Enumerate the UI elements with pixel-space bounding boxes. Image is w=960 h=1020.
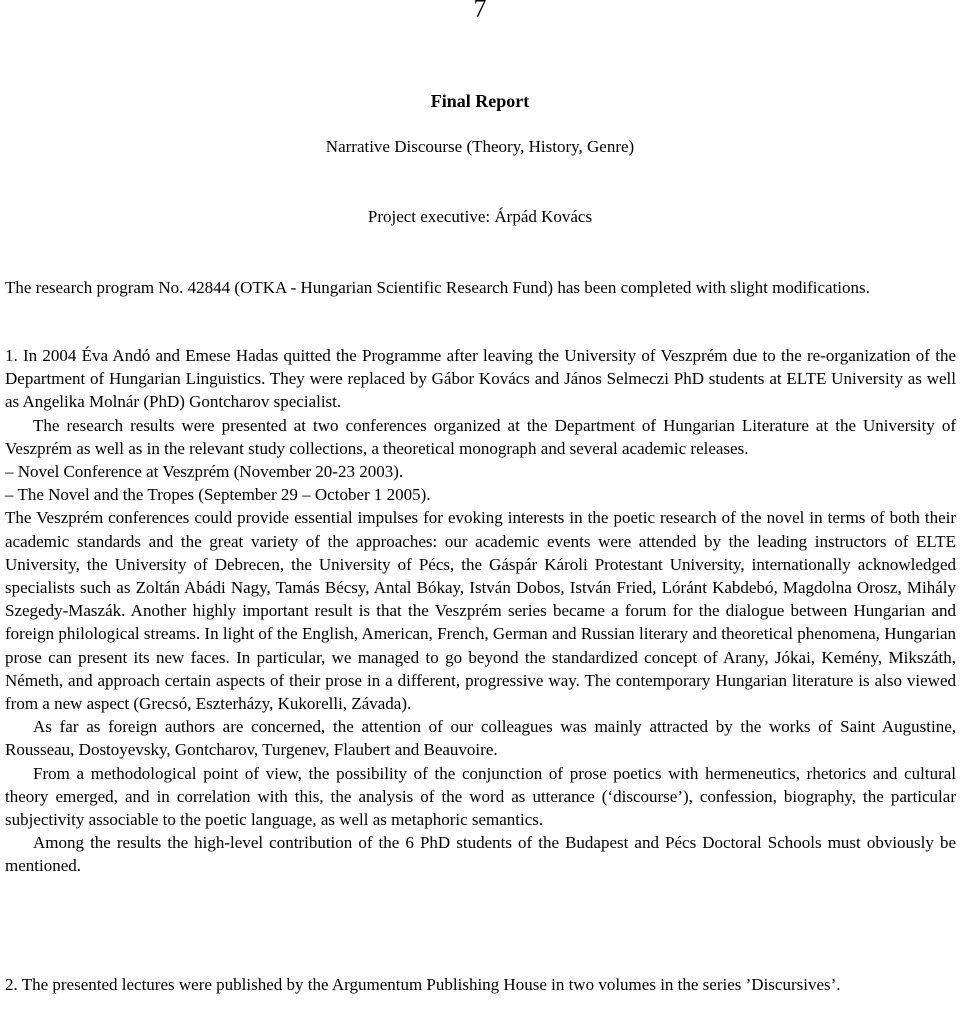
section-1-paragraph-5: From a methodological point of view, the possibility of the conjunction of prose poetics with hermeneutics, rhetorics and cultural theory emerged, and in correlation with this, the analysis of the word as utterance (‘discourse’), confession, biography, the particular subjectivity associable to the poetic language, as well as metaphoric semantics. — [5, 763, 956, 830]
conference-list-item-1: – Novel Conference at Veszprém (November 20-23 2003). — [5, 462, 404, 482]
section-1-paragraph-1: 1. In 2004 Éva Andó and Emese Hadas quitted the Programme after leaving the University of Veszprém due to the re-organization of the Department of Hungarian Linguistics. They were replaced by Gábor Kovács and János Selmeczi PhD students at ELTE University as well as Angelika Molnár (PhD) Gontcharov specialist. — [5, 346, 956, 412]
section-1 — [5, 344, 956, 878]
project-executive: Project executive: Árpád Kovács — [367, 207, 593, 226]
intro-paragraph: The research program No. 42844 (OTKA - Hungarian Scientific Research Fund) has been completed with slight modifications. — [5, 278, 870, 297]
section-1-paragraph-6: Among the results the high-level contribution of the 6 PhD students of the Budapest and Pécs Doctoral Schools must obviously be mentioned. — [5, 833, 956, 876]
section-1-paragraph-3: The Veszprém conferences could provide essential impulses for evoking interests in the poetic research of the novel in terms of both their academic standards and the great variety of the approaches: our academic events were attended by the leading instructors of ELTE University, the University of Debrecen, the University of Pécs, the Gáspár Károli Protestant University, internationally acknowledged specialists such as Zoltán Abádi Nagy, Tamás Bécsy, Antal Bókay, István Dobos, István Fried, Lóránt Kabdebó, Magdolna Orosz, Mihály Szegedy-Maszák. Another highly important result is that the Veszprém series became a forum for the dialogue between Hungarian and foreign philological streams. In light of the English, American, French, German and Russian literary and theoretical phenomena, Hungarian prose can present its new faces. In particular, we managed to go beyond the standardized concept of Arany, Jókai, Kemény, Mikszáth, Németh, and approach certain aspects of their prose in a different, progressive way. The contemporary Hungarian literature is also viewed from a new aspect (Grecsó, Eszterházy, Kukorelli, Závada). — [5, 508, 956, 714]
page-number: 7 — [473, 0, 487, 23]
section-2-paragraph-1: 2. The presented lectures were published by the Argumentum Publishing House in two volumes in the series ’Discursives’. — [5, 975, 841, 994]
report-subtitle: Narrative Discourse (Theory, History, Genre) — [325, 137, 635, 156]
conference-list-item-2: – The Novel and the Tropes (September 29 – October 1 2005). — [5, 485, 431, 505]
section-2 — [5, 973, 956, 996]
report-title: Final Report — [430, 91, 530, 111]
section-1-paragraph-4: As far as foreign authors are concerned, the attention of our colleagues was mainly attracted by the works of Saint Augustine, Rousseau, Dostoyevsky, Gontcharov, Turgenev, Flaubert and Beauvoire. — [5, 717, 956, 760]
section-1-paragraph-2: The research results were presented at two conferences organized at the Department of Hungarian Literature at the University of Veszprém as well as in the relevant study collections, a theoretical monograph and several academic releases. — [5, 415, 956, 458]
